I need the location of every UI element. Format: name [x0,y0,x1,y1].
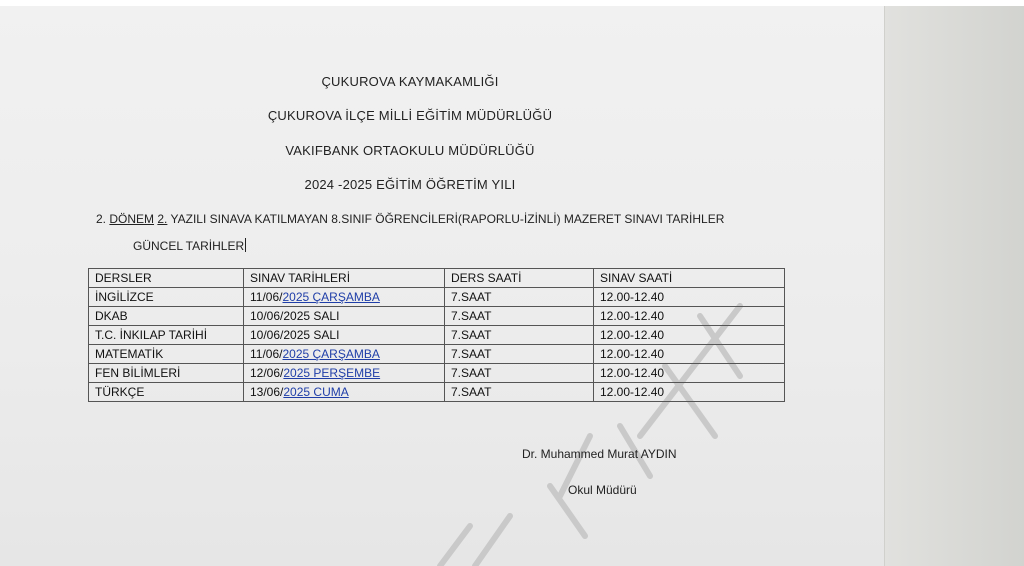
lesson-hour-cell: 7.SAAT [445,364,594,383]
exam-line-text: YAZILI SINAVA KATILMAYAN 8.SINIF ÖĞRENCİLERİ(RAPORLU-İZİNLİ) MAZERET SINAVI TARİHLER [170,212,725,226]
column-header-courses: DERSLER [89,269,244,288]
course-cell: DKAB [89,307,244,326]
header-line-2: ÇUKUROVA İLÇE MİLLİ EĞİTİM MÜDÜRLÜĞÜ [267,108,553,123]
date-cell [244,288,445,307]
monitor-edge [884,6,1024,566]
exam-line-exam-number: 2. [157,212,168,226]
document-page [0,6,884,566]
date-text: 13/06/ [250,385,284,399]
exam-time-cell: 12.00-12.40 [594,288,785,307]
date-text: 11/06/ [250,290,283,304]
table-row [89,326,785,345]
exam-time-cell: 12.00-12.40 [594,345,785,364]
lesson-hour-cell: 7.SAAT [445,307,594,326]
course-cell: MATEMATİK [89,345,244,364]
course-cell: FEN BİLİMLERİ [89,364,244,383]
signer-name: Dr. Muhammed Murat AYDIN [522,447,677,461]
lesson-hour-cell: 7.SAAT [445,345,594,364]
course-cell: T.C. İNKILAP TARİHİ [89,326,244,345]
header-line-3: VAKIFBANK ORTAOKULU MÜDÜRLÜĞÜ [285,143,535,158]
exam-schedule-table [88,268,785,402]
text-cursor [245,238,246,252]
date-year-text: 2025 ÇARŞAMBA [282,290,380,304]
lesson-hour-cell: 7.SAAT [445,288,594,307]
table-row [89,288,785,307]
monitor-screen [0,6,1024,566]
exam-time-cell: 12.00-12.40 [594,383,785,402]
updated-dates-label [133,238,246,253]
date-cell [244,345,445,364]
column-header-exam-dates: SINAV TARİHLERİ [244,269,445,288]
exam-time-cell: 12.00-12.40 [594,326,785,345]
date-cell [244,364,445,383]
header-line-1: ÇUKUROVA KAYMAKAMLIĞI [321,74,499,89]
exam-line-term: DÖNEM [109,212,155,226]
date-cell [244,326,445,345]
exam-time-cell: 12.00-12.40 [594,307,785,326]
signer-title: Okul Müdürü [568,483,637,497]
table-row [89,383,785,402]
exam-time-cell: 12.00-12.40 [594,364,785,383]
lesson-hour-cell: 7.SAAT [445,326,594,345]
column-header-exam-time: SINAV SAATİ [594,269,785,288]
table-row [89,307,785,326]
course-cell: TÜRKÇE [89,383,244,402]
column-header-lesson-hour: DERS SAATİ [445,269,594,288]
date-text: 10/06/2025 SALI [250,328,340,342]
course-cell: İNGİLİZCE [89,288,244,307]
date-text: 10/06/2025 SALI [250,309,340,323]
exam-description [96,212,724,226]
date-year-text: 2025 CUMA [283,385,349,399]
date-text: 11/06/ [250,347,283,361]
exam-line-number: 2. [96,212,107,226]
header-line-4: 2024 -2025 EĞİTİM ÖĞRETİM YILI [304,177,516,192]
updated-dates-text: GÜNCEL TARİHLER [133,239,245,253]
date-cell [244,383,445,402]
table-row [89,364,785,383]
table-row [89,345,785,364]
table-header-row [89,269,785,288]
date-year-text: 2025 PERŞEMBE [283,366,381,380]
date-cell [244,307,445,326]
date-text: 12/06/ [250,366,284,380]
lesson-hour-cell: 7.SAAT [445,383,594,402]
date-year-text: 2025 ÇARŞAMBA [282,347,380,361]
